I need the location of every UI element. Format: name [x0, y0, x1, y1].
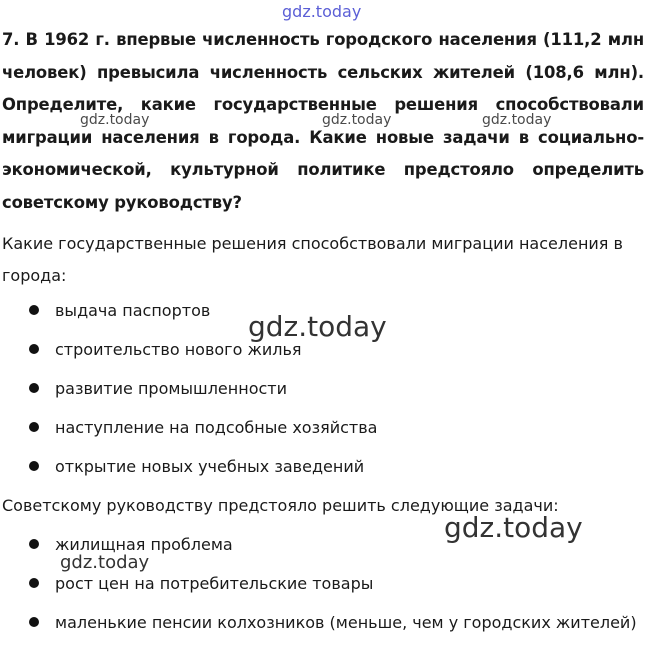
list-item-text: открытие новых учебных заведений: [55, 457, 365, 476]
list-item: [0, 564, 637, 603]
list-item: [0, 408, 377, 447]
list-item: [0, 447, 377, 486]
decisions-intro: Какие государственные решения способствовали миграции населения в города:: [2, 234, 623, 285]
list-item-text: рост цен на потребительские товары: [55, 574, 374, 593]
list-item: [0, 330, 377, 369]
watermark-large: gdz.today: [248, 310, 387, 343]
bullet-icon: [29, 578, 39, 588]
bullet-icon: [29, 422, 39, 432]
list-item-text: наступление на подсобные хозяйства: [55, 418, 378, 437]
watermark-small: gdz.today: [482, 112, 552, 128]
question-text: 7. В 1962 г. впервые численность городского населения (111,2 млн человек) превысила численность сельских жителей (108,6 млн). Определите, какие государственные решения способствовали миграции населения в города. Какие новые задачи в социально-экономической, культурной политике предстояло определить советскому руководству?: [2, 30, 644, 212]
bullet-icon: [29, 383, 39, 393]
bullet-icon: [29, 617, 39, 627]
tasks-intro: Советскому руководству предстояло решить следующие задачи:: [2, 496, 559, 515]
list-item-text: маленькие пенсии колхозников (меньше, чем у городских жителей): [55, 613, 637, 632]
list-item-text: выдача паспортов: [55, 301, 211, 320]
tasks-list: [0, 525, 637, 642]
list-item: [0, 525, 637, 564]
list-item: [0, 369, 377, 408]
list-item-text: строительство нового жилья: [55, 340, 302, 359]
watermark-medium: gdz.today: [60, 552, 150, 573]
watermark-top-link[interactable]: gdz.today: [282, 2, 362, 21]
watermark-small: gdz.today: [80, 112, 150, 128]
bullet-icon: [29, 539, 39, 549]
list-item: [0, 603, 637, 642]
bullet-icon: [29, 461, 39, 471]
list-item-text: развитие промышленности: [55, 379, 287, 398]
decisions-list: [0, 291, 377, 486]
bullet-icon: [29, 344, 39, 354]
bullet-icon: [29, 305, 39, 315]
watermark-large: gdz.today: [444, 511, 583, 544]
list-item-text: жилищная проблема: [55, 535, 233, 554]
watermark-small: gdz.today: [322, 112, 392, 128]
list-item: [0, 291, 377, 330]
